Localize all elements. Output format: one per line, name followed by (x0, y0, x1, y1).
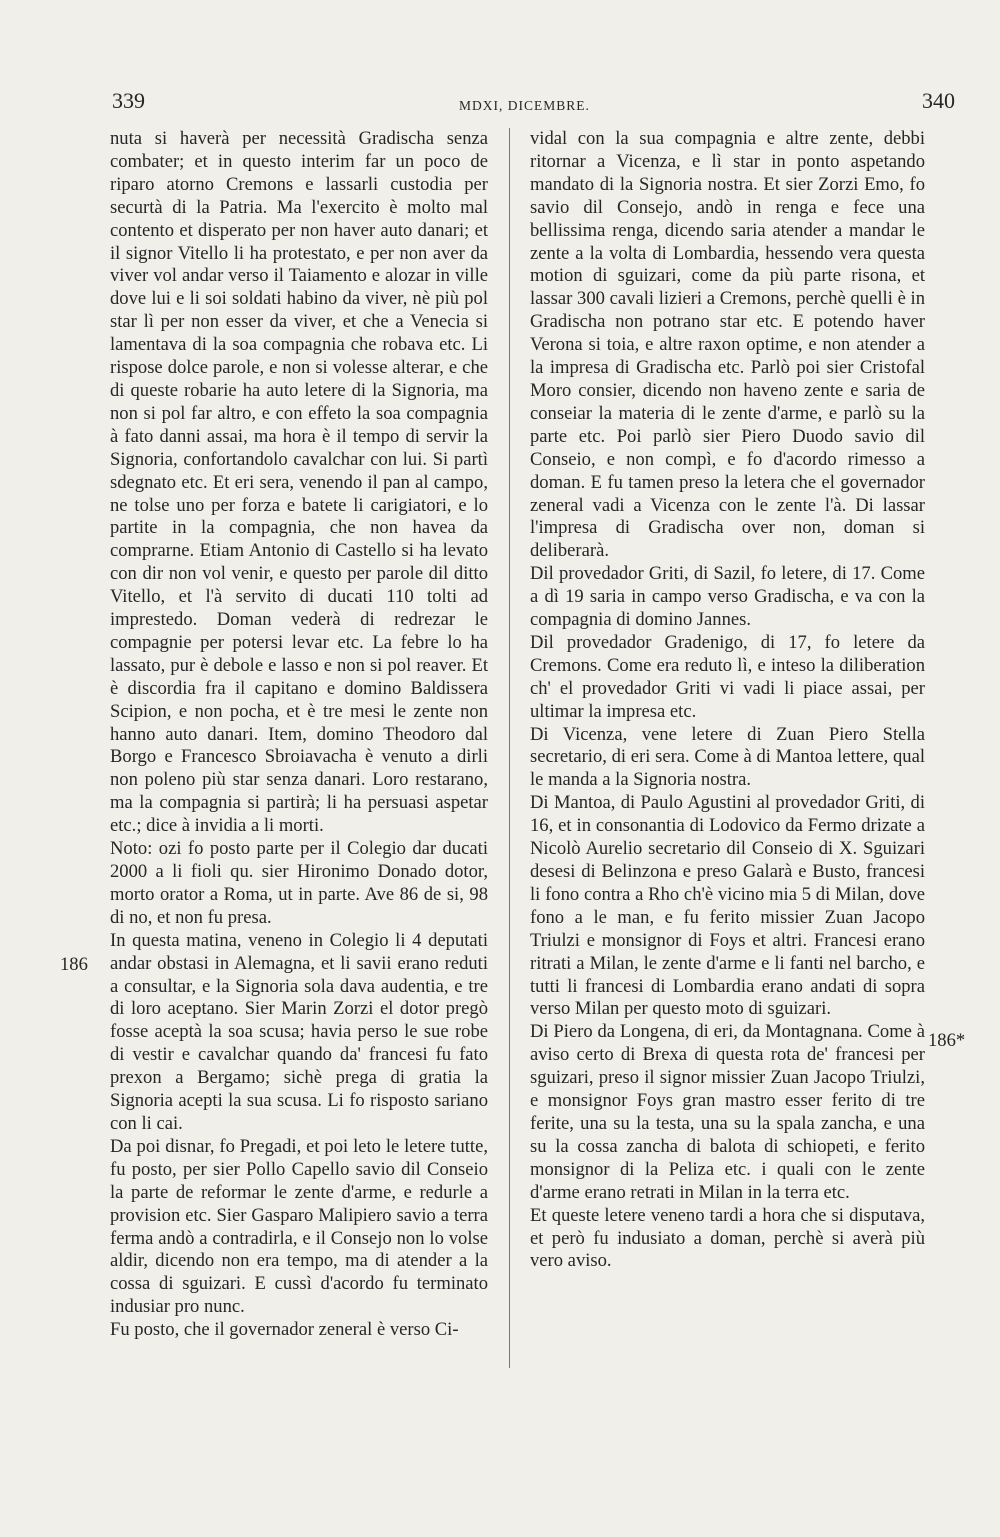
margin-note-left: 186 (60, 954, 88, 975)
page-number-left: 339 (112, 88, 145, 113)
running-header: MDXI, DICEMBRE. (459, 98, 590, 113)
page-number-right: 340 (922, 88, 955, 113)
right-column-text: vidal con la sua compagnia e altre zente, debbi ritornar a Vicenza, e lì star in ponto aspetando mandato di la Signoria nostra. Et sier Zorzi Emo, fo savio dil Consejo, andò in renga e fece una bellissima renga, dicendo saria atender a mandar le zente a la volta di Lombardia, hessendo vera questa motion di sguizari, come da più parte risona, et lassar 300 cavali lizieri a Cremons, perchè quelli è in Gradischa non potrano star etc. E potendo haver Verona si toia, e altre raxon optime, e non atender a la impresa di Gradischa etc. Parlò poi sier Cristofal Moro consier, dicendo non haveno zente e saria de conseiar la materia di le zente d'arme, e parlò su la parte etc. Poi parlò sier Piero Duodo savio dil Conseio, e non compì, e fo d'acordo rimesso a doman. E fu tamen preso la letera che el governador zeneral vadi a Vicenza con le zente l'à. Di lassar l'impresa di Gradischa over non, doman si deliberarà. Dil provedador Griti, di Sazil, fo letere, di 17. Come a dì 19 saria in campo verso Gradischa, e va con la compagnia di domino Jannes. Dil provedador Gradenigo, di 17, fo letere da Cremons. Come era reduto lì, e inteso la diliberation ch' el provedador Griti vi vadi li piace assai, per ultimar la impresa etc. Di Vicenza, vene letere di Zuan Piero Stella secretario, di eri sera. Come à di Mantoa lettere, qual le manda a la Signoria nostra. Di Mantoa, di Paulo Agustini al provedador Griti, di 16, et in consonantia di Lodovico da Fermo drizate a Nicolò Aurelio secretario dil Conseio di X. Sguizari desesi di Belinzona e preso Galarà e Busto, francesi li fono contra a Rho ch'è vicino mia 5 di Milan, dove fono a le man, e fu ferito missier Zuan Jacopo Triulzi e monsignor di Foys et altri. Francesi erano ritrati a Milan, le zente d'arme e li fanti nel barcho, e tutti li francesi di Lombardia erano andati di sopra verso Milan per questo moto di sguizari. Di Piero da Longena, di eri, da Montagnana. Come à aviso certo di Brexa di questa rota de' francesi per sguizari, preso il signor missier Zuan Jacopo Triulzi, e monsignor Foys gran mastro esser ferito di tre ferite, una su la testa, una su la spala zancha, e una su la cossa zancha di balota di schiopeti, e ferito monsignor di la Peliza etc. i quali con le zente d'arme erano retrati in Milan in la terra etc. Et queste letere veneno tardi a hora che si disputava, et però fu indusiato a doman, perchè si averà più vero aviso. (530, 128, 925, 1272)
margin-note-right: 186* (928, 1030, 966, 1051)
left-column-text: nuta si haverà per necessità Gradischa senza combater; et in questo interim far un poco de riparo atorno Cremons e lassarli custodia per securtà di la Patria. Ma l'exercito è molto mal contento et disperato per non haver auto danari; et il signor Vitello li ha protestato, e per non aver da viver vol andar verso il Taiamento e alozar in ville dove lui e li soi soldati habino da viver, nè più pol star lì per non esser da viver, et che a Venecia si lamentava di la soa compagnia che robava etc. Li rispose dolce parole, e non si volesse alterar, e che di queste robarie ha auto letere di la Signoria, ma non si pol far altro, e con effeto la soa compagnia à fato danni assai, ma hora è il tempo di servir la Signoria, confortandolo cavalchar con lui. Si partì sdegnato etc. Et eri sera, venendo il pan al campo, ne tolse uno per forza e batete li carigiatori, e lo partite in la compagnia, che non havea da comprarne. Etiam Antonio di Castello si ha levato con dir non vol venir, e questo per parole dil ditto Vitello, et l'à servito di ducati 110 tolti ad imprestedo. Doman vederà di redrezar le compagnie per potersi levar etc. La febre lo ha lassato, pur è debole e lasso e non si pol reaver. Et è discordia fra il capitano e domino Baldissera Scipion, e non pocha, et è tre mesi le zente non hanno auto danari. Item, domino Theodoro dal Borgo e Francesco Sbroiavacha è venuto a dirli non poleno più star senza danari. Loro restarano, ma la compagnia si partirà; li ha persuasi aspetar etc.; dice à invidia a li morti. Noto: ozi fo posto parte per il Colegio dar ducati 2000 a li fioli qu. sier Hironimo Donado dotor, morto orator a Roma, ut in parte. Ave 86 de si, 98 di no, et non fu presa. In questa matina, veneno in Colegio li 4 deputati andar obstasi in Alemagna, et li savii erano reduti a consultar, e la Signoria sola dava audentia, e tre di loro aceptano. Sier Marin Zorzi el dotor pregò fosse aceptà la soa scusa; havia perso le sue robe di vestir e cavalchar quando da' francesi fu fato prexon a Bergamo; sichè prega di gratia la Signoria acepti la sua scusa. Li fo risposto sariano con li cai. Da poi disnar, fo Pregadi, et poi leto le letere tutte, fu posto, per sier Pollo Capello savio dil Conseio la parte de reformar le zente d'arme, e redurle a provision etc. Sier Gasparo Malipiero savio a terra ferma andò a contradirla, e il Consejo non lo volse aldir, dicendo non era tempo, ma di atender a la cossa di sguizari. E cussì d'acordo fu terminato indusiar pro nunc. Fu posto, che il governador zeneral è verso Ci- (110, 128, 488, 1341)
column-divider (509, 128, 510, 1368)
